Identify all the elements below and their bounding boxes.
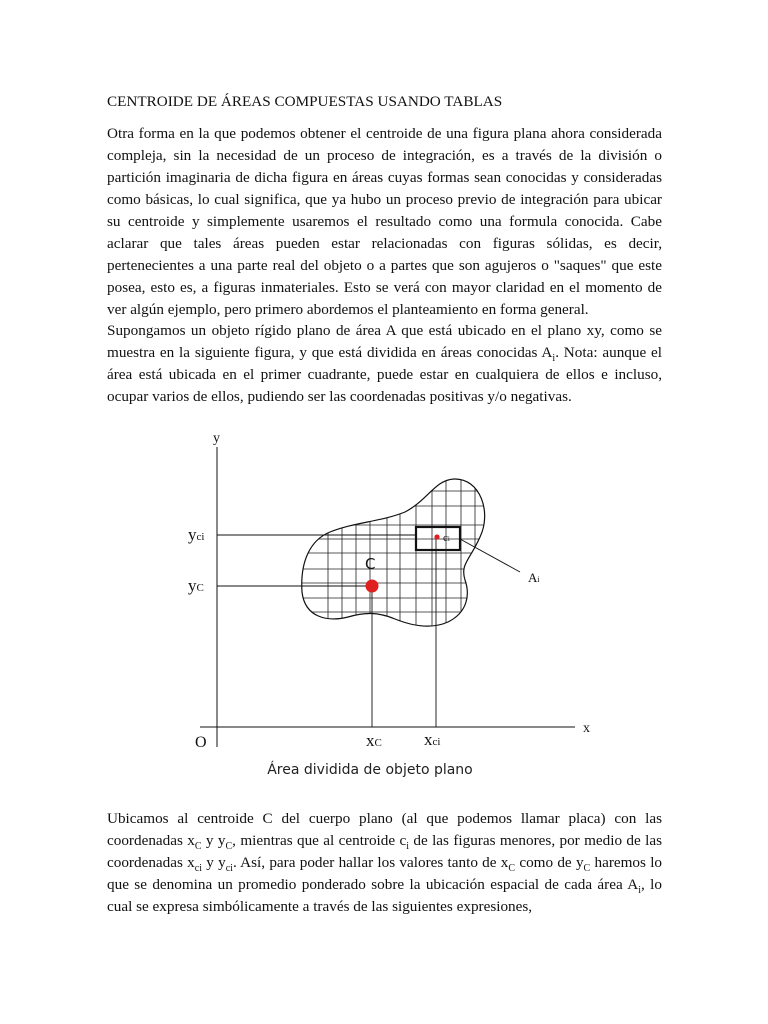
centroid-ci-label: ci	[443, 532, 450, 544]
ai-leader-line	[460, 539, 520, 572]
plane-object-outline	[302, 479, 485, 626]
text-run: Ubicamos al centroide C del cuerpo plano (al que podemos llamar placa) con las coordenadas x	[107, 810, 662, 849]
subscript: i	[406, 841, 410, 853]
subscript: C	[194, 841, 202, 853]
centroid-ci-dot	[434, 534, 439, 539]
paragraph-setup-text: Supongamos un objeto rígido plano de área A que está ubicado en el plano xy, como se muestra en la siguiente figura, y que está dividida en áreas conocidas A	[107, 322, 662, 361]
paragraph-intro: Otra forma en la que podemos obtener el centroide de una figura plana ahora considerada compleja, sin la necesidad de un proceso de integración, es a través de la división o partición imaginaria de dicha figura en áreas cuyas formas sean conocidas y consideradas como básicas, lo cual significa, que ya hubo un proceso previo de integración para ubicar su centroide y simplemente usaremos el resultado como una formula conocida. Cabe aclarar que tales áreas pueden estar relacionadas con figuras sólidas, es decir, pertenecientes a una parte real del objeto o a partes que son agujeros o "saques" que este posea, esto es, a figuras inmateriales. Esto se verá con mayor claridad en el momento de ver algún ejemplo, pero primero abordemos el planteamiento en forma general.	[107, 125, 662, 318]
origin-label: O	[195, 734, 207, 751]
subscript: C	[508, 863, 516, 875]
subscript: C	[583, 863, 591, 875]
text-run: de las figuras menores, por medio de las coordenadas x	[107, 832, 663, 871]
centroid-c-label: C	[365, 555, 376, 573]
text-run: . Así, para poder hallar los valores tanto de x	[232, 854, 509, 871]
figure-caption: Área dividida de objeto plano	[267, 762, 473, 778]
yc-label: yC	[188, 576, 204, 595]
text-run: como de y	[515, 854, 584, 871]
subscript: ci	[225, 863, 233, 875]
yci-label: yci	[188, 525, 205, 544]
text-run: haremos lo que se denomina un promedio ponderado sobre la ubicación espacial de cada área A	[107, 854, 663, 893]
x-axis-label: x	[583, 721, 590, 736]
text-run: , lo cual se expresa simbólicamente a través de las siguientes expresiones,	[107, 876, 662, 915]
subdivision-grid	[290, 462, 500, 642]
subscript: i	[552, 353, 556, 365]
text-run: , mientras que al centroide c	[232, 832, 407, 849]
section-heading: CENTROIDE DE ÁREAS COMPUESTAS USANDO TABLAS	[107, 93, 503, 110]
figure-svg	[180, 422, 610, 762]
subscript: C	[225, 841, 233, 853]
subscript: i	[638, 885, 641, 897]
divided-area-figure	[180, 422, 610, 790]
text-run: y y	[201, 854, 226, 871]
centroid-c-dot	[366, 580, 379, 593]
paragraph-setup-text-2: . Nota: aunque el área está ubicada en el primer cuadrante, puede estar en cualquiera de ellos e incluso, ocupar varios de ellos, pudiendo ser las coordenadas positivas y/o negativas.	[107, 344, 663, 405]
xci-label: xci	[424, 730, 441, 749]
subscript: ci	[194, 863, 202, 875]
text-run: y y	[201, 832, 226, 849]
paragraph-centroid	[107, 808, 662, 918]
xc-label: xC	[366, 731, 382, 750]
sub-area-label: Ai	[528, 570, 540, 585]
paragraph-setup	[107, 320, 662, 408]
y-axis-label: y	[213, 431, 220, 446]
